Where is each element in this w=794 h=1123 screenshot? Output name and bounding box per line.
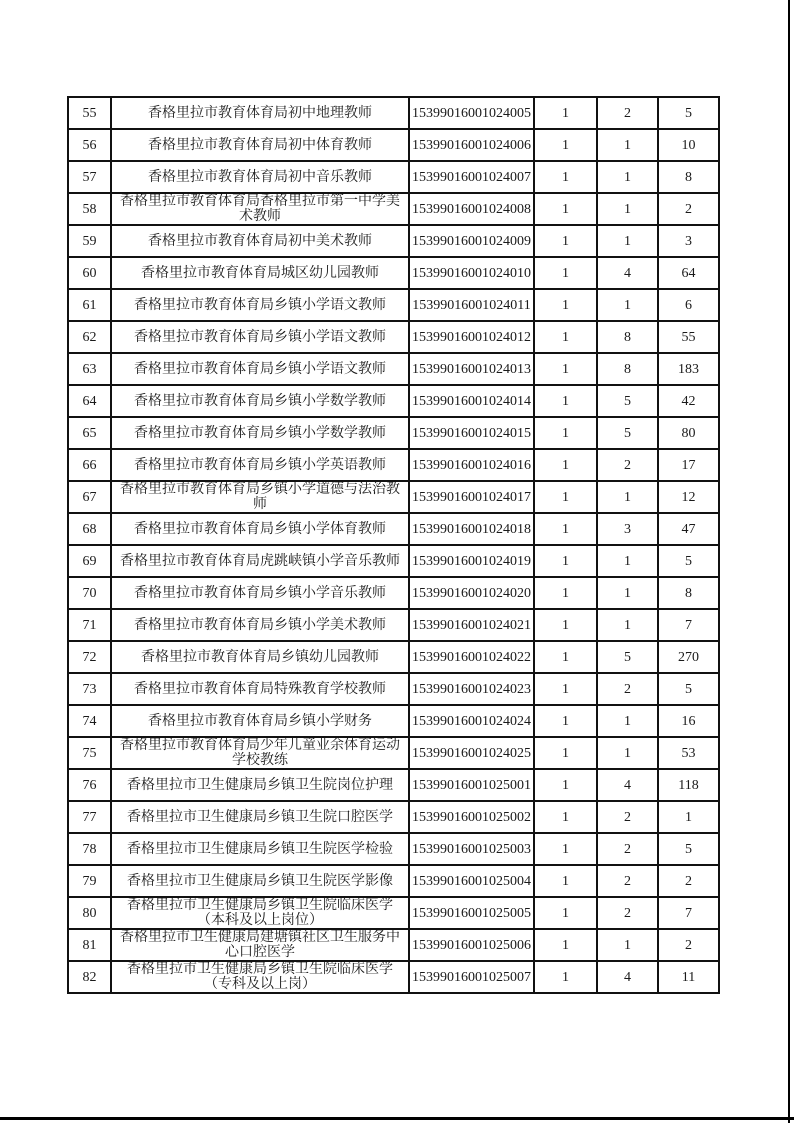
cell-value-3: 2 [658,865,719,897]
cell-value-1: 1 [534,417,597,449]
cell-value-3: 47 [658,513,719,545]
cell-position-name: 香格里拉市教育体育局乡镇小学数学教师 [111,417,409,449]
cell-value-2: 1 [597,225,658,257]
cell-position-name: 香格里拉市卫生健康局乡镇卫生院口腔医学 [111,801,409,833]
cell-seq: 57 [68,161,111,193]
cell-value-2: 4 [597,257,658,289]
table-row [68,961,719,993]
cell-position-name: 香格里拉市教育体育局乡镇幼儿园教师 [111,641,409,673]
cell-value-1: 1 [534,129,597,161]
cell-value-2: 2 [597,97,658,129]
table-row [68,833,719,865]
cell-seq: 72 [68,641,111,673]
table-row [68,481,719,513]
cell-value-2: 4 [597,769,658,801]
cell-seq: 55 [68,97,111,129]
cell-value-1: 1 [534,801,597,833]
cell-position-name: 香格里拉市教育体育局初中地理教师 [111,97,409,129]
table-row [68,97,719,129]
table-row [68,321,719,353]
cell-value-2: 5 [597,385,658,417]
table-row [68,449,719,481]
cell-position-name: 香格里拉市教育体育局香格里拉市第一中学美术教师 [111,193,409,225]
cell-value-1: 1 [534,449,597,481]
cell-position-name: 香格里拉市卫生健康局乡镇卫生院医学检验 [111,833,409,865]
cell-seq: 71 [68,609,111,641]
cell-seq: 64 [68,385,111,417]
table-row [68,129,719,161]
cell-position-code: 15399016001024012 [409,321,534,353]
cell-position-name: 香格里拉市卫生健康局乡镇卫生院岗位护理 [111,769,409,801]
cell-position-name: 香格里拉市卫生健康局建塘镇社区卫生服务中心口腔医学 [111,929,409,961]
cell-value-3: 64 [658,257,719,289]
table-row [68,257,719,289]
cell-position-code: 15399016001024017 [409,481,534,513]
cell-position-name: 香格里拉市教育体育局初中美术教师 [111,225,409,257]
cell-position-code: 15399016001024006 [409,129,534,161]
cell-value-3: 183 [658,353,719,385]
cell-value-2: 5 [597,417,658,449]
cell-seq: 75 [68,737,111,769]
cell-value-3: 2 [658,929,719,961]
cell-value-3: 8 [658,577,719,609]
cell-seq: 62 [68,321,111,353]
table-row [68,801,719,833]
cell-value-2: 1 [597,161,658,193]
cell-value-2: 3 [597,513,658,545]
cell-position-code: 15399016001024010 [409,257,534,289]
cell-position-code: 15399016001024007 [409,161,534,193]
cell-value-1: 1 [534,321,597,353]
cell-value-2: 1 [597,545,658,577]
cell-position-code: 15399016001024008 [409,193,534,225]
cell-position-name: 香格里拉市卫生健康局乡镇卫生院临床医学（本科及以上岗位） [111,897,409,929]
cell-value-3: 5 [658,545,719,577]
cell-position-code: 15399016001024018 [409,513,534,545]
cell-position-code: 15399016001024015 [409,417,534,449]
cell-seq: 80 [68,897,111,929]
cell-seq: 60 [68,257,111,289]
cell-value-3: 5 [658,97,719,129]
cell-position-code: 15399016001024022 [409,641,534,673]
cell-value-1: 1 [534,929,597,961]
table-row [68,353,719,385]
cell-value-2: 1 [597,129,658,161]
cell-value-2: 5 [597,641,658,673]
cell-value-1: 1 [534,865,597,897]
cell-value-1: 1 [534,257,597,289]
cell-position-code: 15399016001024011 [409,289,534,321]
cell-position-name: 香格里拉市教育体育局乡镇小学数学教师 [111,385,409,417]
cell-value-3: 2 [658,193,719,225]
cell-seq: 59 [68,225,111,257]
cell-value-2: 2 [597,673,658,705]
cell-seq: 69 [68,545,111,577]
cell-value-1: 1 [534,225,597,257]
cell-value-1: 1 [534,961,597,993]
cell-position-code: 15399016001024005 [409,97,534,129]
cell-value-2: 1 [597,737,658,769]
cell-value-1: 1 [534,737,597,769]
cell-value-2: 1 [597,609,658,641]
cell-position-code: 15399016001025004 [409,865,534,897]
cell-seq: 56 [68,129,111,161]
cell-value-2: 1 [597,289,658,321]
cell-value-2: 2 [597,897,658,929]
cell-position-name: 香格里拉市教育体育局乡镇小学语文教师 [111,289,409,321]
cell-value-1: 1 [534,673,597,705]
cell-seq: 61 [68,289,111,321]
cell-value-3: 80 [658,417,719,449]
cell-position-code: 15399016001024025 [409,737,534,769]
cell-value-3: 1 [658,801,719,833]
cell-value-1: 1 [534,769,597,801]
cell-seq: 66 [68,449,111,481]
cell-position-code: 15399016001024024 [409,705,534,737]
cell-value-1: 1 [534,161,597,193]
cell-seq: 82 [68,961,111,993]
cell-value-3: 55 [658,321,719,353]
cell-position-name: 香格里拉市教育体育局乡镇小学音乐教师 [111,577,409,609]
cell-value-2: 2 [597,449,658,481]
cell-position-name: 香格里拉市教育体育局初中音乐教师 [111,161,409,193]
cell-seq: 79 [68,865,111,897]
cell-value-2: 8 [597,353,658,385]
cell-value-3: 8 [658,161,719,193]
cell-value-2: 4 [597,961,658,993]
cell-value-2: 2 [597,865,658,897]
cell-value-3: 5 [658,673,719,705]
cell-seq: 81 [68,929,111,961]
cell-position-code: 15399016001024016 [409,449,534,481]
cell-position-name: 香格里拉市教育体育局虎跳峡镇小学音乐教师 [111,545,409,577]
cell-position-code: 15399016001025006 [409,929,534,961]
cell-position-name: 香格里拉市教育体育局乡镇小学美术教师 [111,609,409,641]
position-table [67,96,720,994]
cell-position-name: 香格里拉市教育体育局初中体育教师 [111,129,409,161]
cell-value-2: 1 [597,577,658,609]
cell-seq: 65 [68,417,111,449]
cell-value-2: 1 [597,929,658,961]
cell-value-3: 53 [658,737,719,769]
cell-position-code: 15399016001024019 [409,545,534,577]
table-row [68,641,719,673]
page-edge-bottom-line [0,1117,794,1120]
cell-position-name: 香格里拉市教育体育局城区幼儿园教师 [111,257,409,289]
table-row [68,545,719,577]
cell-value-2: 2 [597,801,658,833]
cell-seq: 68 [68,513,111,545]
cell-value-1: 1 [534,481,597,513]
table-body [68,97,719,993]
cell-value-1: 1 [534,897,597,929]
cell-position-name: 香格里拉市教育体育局乡镇小学语文教师 [111,321,409,353]
cell-value-3: 12 [658,481,719,513]
cell-seq: 63 [68,353,111,385]
cell-value-2: 1 [597,193,658,225]
cell-value-3: 7 [658,897,719,929]
table-row [68,289,719,321]
cell-position-code: 15399016001024013 [409,353,534,385]
cell-position-code: 15399016001024020 [409,577,534,609]
table-row [68,737,719,769]
cell-position-name: 香格里拉市教育体育局乡镇小学体育教师 [111,513,409,545]
cell-value-3: 17 [658,449,719,481]
cell-seq: 76 [68,769,111,801]
table-row [68,577,719,609]
cell-seq: 77 [68,801,111,833]
cell-position-name: 香格里拉市卫生健康局乡镇卫生院医学影像 [111,865,409,897]
cell-seq: 74 [68,705,111,737]
cell-value-1: 1 [534,833,597,865]
table-row [68,417,719,449]
table-row [68,929,719,961]
cell-seq: 78 [68,833,111,865]
cell-position-name: 香格里拉市教育体育局乡镇小学道德与法治教师 [111,481,409,513]
cell-seq: 70 [68,577,111,609]
cell-position-code: 15399016001025005 [409,897,534,929]
cell-value-3: 16 [658,705,719,737]
cell-position-code: 15399016001025002 [409,801,534,833]
cell-value-1: 1 [534,289,597,321]
cell-value-1: 1 [534,385,597,417]
cell-value-1: 1 [534,545,597,577]
cell-value-2: 2 [597,833,658,865]
cell-position-code: 15399016001025001 [409,769,534,801]
cell-value-3: 42 [658,385,719,417]
cell-value-3: 6 [658,289,719,321]
cell-value-1: 1 [534,513,597,545]
cell-position-name: 香格里拉市教育体育局乡镇小学英语教师 [111,449,409,481]
cell-value-1: 1 [534,577,597,609]
table-row [68,673,719,705]
cell-position-code: 15399016001024023 [409,673,534,705]
table-row [68,897,719,929]
cell-seq: 67 [68,481,111,513]
table-row [68,865,719,897]
cell-seq: 58 [68,193,111,225]
cell-value-3: 270 [658,641,719,673]
table-row [68,385,719,417]
table-row [68,513,719,545]
cell-value-1: 1 [534,641,597,673]
cell-position-code: 15399016001025007 [409,961,534,993]
cell-value-2: 8 [597,321,658,353]
cell-value-3: 3 [658,225,719,257]
cell-value-3: 5 [658,833,719,865]
cell-position-code: 15399016001024009 [409,225,534,257]
table-row [68,705,719,737]
cell-position-name: 香格里拉市教育体育局特殊教育学校教师 [111,673,409,705]
cell-value-3: 11 [658,961,719,993]
cell-value-3: 10 [658,129,719,161]
cell-position-name: 香格里拉市卫生健康局乡镇卫生院临床医学（专科及以上岗） [111,961,409,993]
cell-value-3: 118 [658,769,719,801]
table-row [68,193,719,225]
cell-value-2: 1 [597,705,658,737]
cell-value-1: 1 [534,705,597,737]
cell-value-1: 1 [534,193,597,225]
table-row [68,609,719,641]
page-edge-right-line [788,0,790,1123]
cell-position-name: 香格里拉市教育体育局乡镇小学财务 [111,705,409,737]
cell-value-3: 7 [658,609,719,641]
table-row [68,769,719,801]
cell-value-1: 1 [534,609,597,641]
cell-position-name: 香格里拉市教育体育局少年儿童业余体育运动学校教练 [111,737,409,769]
cell-value-1: 1 [534,97,597,129]
cell-position-name: 香格里拉市教育体育局乡镇小学语文教师 [111,353,409,385]
cell-position-code: 15399016001024014 [409,385,534,417]
cell-position-code: 15399016001025003 [409,833,534,865]
cell-position-code: 15399016001024021 [409,609,534,641]
cell-value-2: 1 [597,481,658,513]
table-row [68,161,719,193]
cell-seq: 73 [68,673,111,705]
table-row [68,225,719,257]
cell-value-1: 1 [534,353,597,385]
